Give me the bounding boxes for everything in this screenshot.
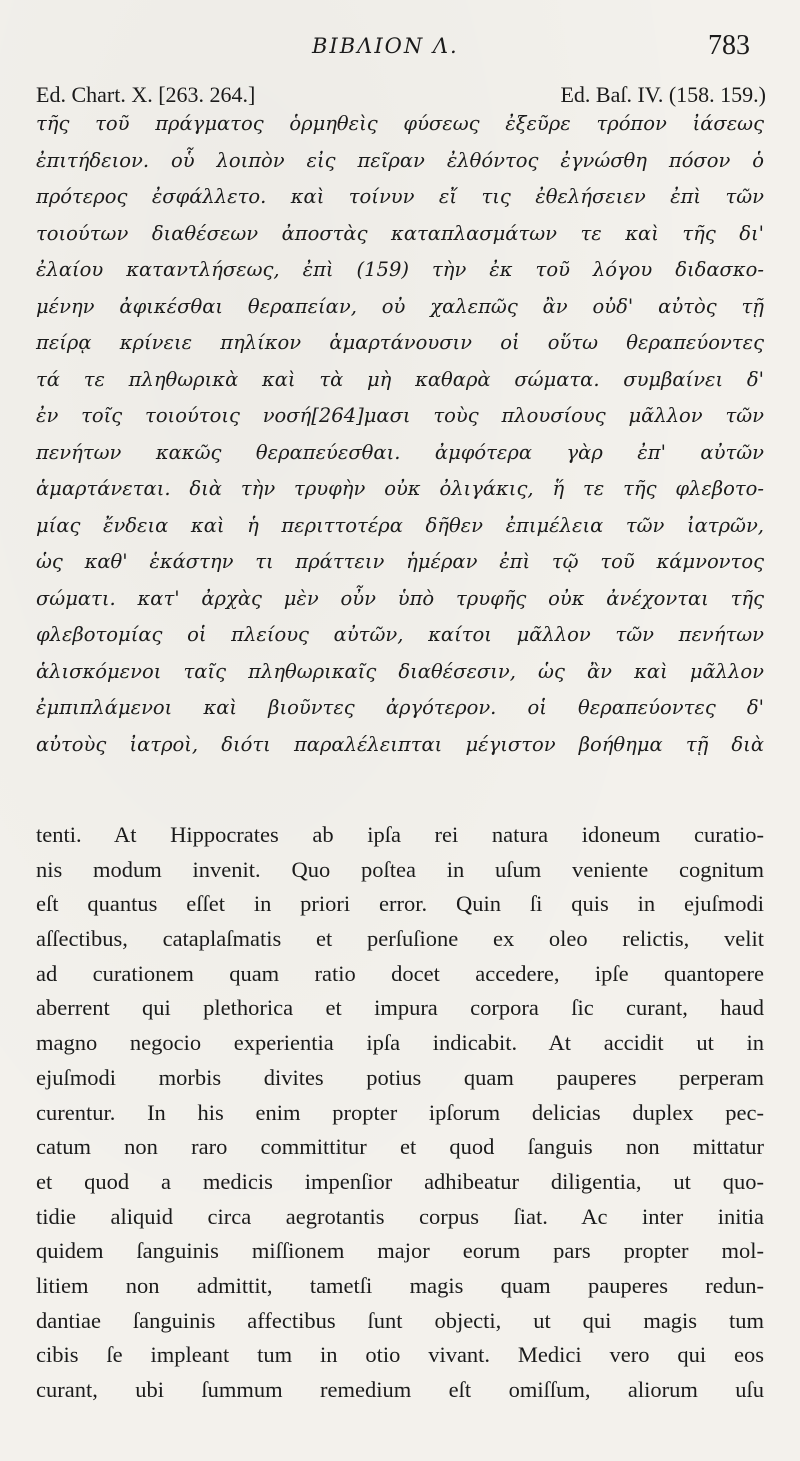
latin-line: litiem non admittit, tametſi magis quam pauperes redun- (36, 1272, 764, 1298)
greek-line: σώματι. κατ' ἀρχὰς μὲν οὖν ὑπὸ τρυφῆς οὐκ ἀνέχονται τῆς (36, 586, 764, 610)
latin-line: catum non raro committitur et quod ſanguis non mittatur (36, 1134, 764, 1160)
page-number: 783 (708, 30, 750, 61)
running-head (0, 30, 800, 66)
latin-line: nis modum invenit. Quo poſtea in uſum veniente cognitum (36, 856, 764, 882)
greek-line: τά τε πληθωρικὰ καὶ τὰ μὴ καθαρὰ σώματα. συμβαίνει δ' (36, 367, 764, 391)
greek-line: ἐμπιπλάμενοι καὶ βιοῦντες ἀργότερον. οἱ θεραπεύοντες δ' (36, 696, 764, 719)
latin-line: dantiae ſanguinis affectibus ſunt objecti, ut qui magis tum (36, 1307, 764, 1333)
latin-line: ad curationem quam ratio docet accedere, ipſe quantopere (36, 960, 764, 986)
latin-line: magno negocio experientia ipſa indicabit. At accidit ut in (36, 1030, 764, 1056)
greek-line: πείρᾳ κρίνειε πηλίκον ἁμαρτάνουσιν οἱ οὕτω θεραπεύοντες (36, 331, 764, 354)
latin-line: et quod a medicis impenſior adhibeatur diligentia, ut quo- (36, 1168, 764, 1194)
greek-line: αὐτοὺς ἰατροὶ, διότι παραλέλειπται μέγιστον βοήθημα τῇ διὰ (36, 732, 764, 756)
greek-line: ἁλισκόμενοι ταῖς πληθωρικαῖς διαθέσεσιν, ὡς ἂν καὶ μᾶλλον (36, 659, 764, 683)
book-title: ΒΙΒΛΙΟΝ Λ. (312, 34, 459, 58)
latin-line: eſt quantus eſſet in priori error. Quin ſi quis in ejuſmodi (36, 891, 764, 917)
latin-line: aſſectibus, cataplaſmatis et perſuſione ex oleo relictis, velit (36, 926, 764, 952)
greek-line: τῆς τοῦ πράγματος ὁρμηθεὶς φύσεως ἐξεῦρε τρόπον ἰάσεως (36, 112, 764, 135)
greek-line: ἐλαίου καταντλήσεως, ἐπὶ (159) τὴν ἐκ τοῦ λόγου διδασκο- (36, 258, 764, 281)
greek-line: πενήτων κακῶς θεραπεύεσθαι. ἀμφότερα γὰρ ἐπ' αὐτῶν (36, 440, 764, 464)
latin-line: aberrent qui plethorica et impura corpora ſic curant, haud (36, 995, 764, 1021)
latin-line: tenti. At Hippocrates ab ipſa rei natura idoneum curatio- (36, 822, 764, 847)
greek-line: φλεβοτομίας οἱ πλείους αὐτῶν, καίτοι μᾶλλον τῶν πενήτων (36, 623, 764, 646)
greek-line: ὡς καθ' ἑκάστην τι πράττειν ἡμέραν ἐπὶ τῷ τοῦ κάμνοντος (36, 550, 764, 573)
latin-line: curant, ubi ſummum remedium eſt omiſſum, aliorum uſu (36, 1377, 764, 1402)
greek-line: πρότερος ἐσφάλλετο. καὶ τοίνυν εἴ τις ἐθελήσειεν ἐπὶ τῶν (36, 185, 764, 208)
latin-line: curentur. In his enim propter ipſorum delicias duplex pec- (36, 1099, 764, 1125)
latin-text-block (36, 818, 764, 1408)
latin-line: ejuſmodi morbis divites potius quam pauperes perperam (36, 1064, 764, 1090)
latin-line: tidie aliquid circa aegrotantis corpus ſiat. Ac inter initia (36, 1203, 764, 1229)
latin-line: quidem ſanguinis miſſionem major eorum pars propter mol- (36, 1238, 764, 1264)
greek-text-block (36, 106, 764, 763)
greek-line: μένην ἀφικέσθαι θεραπείαν, οὐ χαλεπῶς ἂν οὐδ' αὐτὸς τῇ (36, 294, 764, 318)
greek-line: ἁμαρτάνεται. διὰ τὴν τρυφὴν οὐκ ὀλιγάκις, ἥ τε τῆς φλεβοτο- (36, 477, 764, 500)
edition-basel-ref: Ed. Baſ. IV. (158. 159.) (560, 82, 766, 107)
greek-line: ἐπιτήδειον. οὗ λοιπὸν εἰς πεῖραν ἐλθόντος ἐγνώσθη πόσον ὁ (36, 148, 764, 172)
greek-line: ἐν τοῖς τοιούτοις νοσή[264]μασι τοὺς πλουσίους μᾶλλον τῶν (36, 404, 764, 427)
edition-chartier-ref: Ed. Chart. X. [263. 264.] (36, 82, 256, 107)
latin-line: cibis ſe impleant tum in otio vivant. Medici vero qui eos (36, 1342, 764, 1368)
greek-line: μίας ἔνδεια καὶ ἡ περιττοτέρα δῆθεν ἐπιμέλεια τῶν ἰατρῶν, (36, 513, 764, 537)
greek-line: τοιούτων διαθέσεων ἀποστὰς καταπλασμάτων τε καὶ τῆς δι' (36, 221, 764, 245)
